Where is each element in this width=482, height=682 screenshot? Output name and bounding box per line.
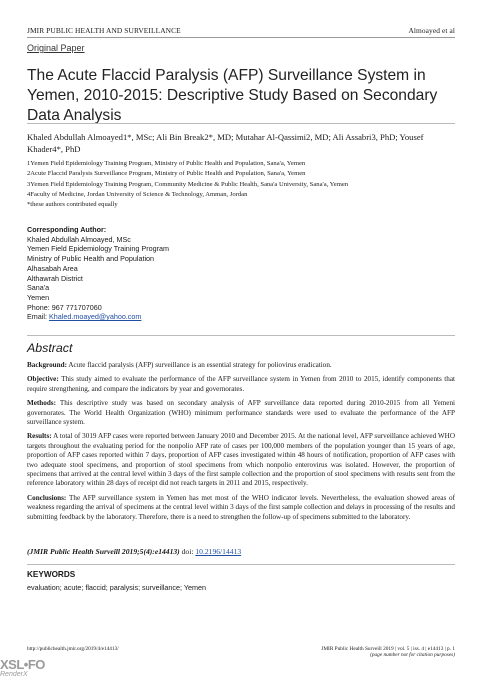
footer-url: http://publichealth.jmir.org/2019/4/e14413/	[27, 646, 119, 652]
logo-line: XSL•FO	[0, 657, 45, 672]
correspondence-line: Althawrah District	[27, 273, 83, 283]
keywords-heading: KEYWORDS	[27, 570, 76, 579]
correspondence-line: Yemen Field Epidemiology Training Program	[27, 244, 169, 254]
correspondence-line: Yemen	[27, 292, 50, 302]
author-list-text: Khaled Abdullah Almoayed1*, MSc; Ali Bin Break2*, MD; Mutahar Al-Qassimi2, MD; Ali Assabri3, PhD; Yousef Khader4*, PhD	[27, 132, 424, 154]
affiliation-item: *these authors contributed equally	[27, 201, 118, 209]
correspondence-line: Ministry of Public Health and Population	[27, 254, 155, 264]
abstract-section-text: Acute flaccid paralysis (AFP) surveillance is an essential strategy for poliovirus eradication.	[68, 361, 332, 369]
abstract-section-label: Methods:	[27, 399, 56, 408]
divider	[27, 123, 455, 124]
abstract-section-label: Conclusions:	[27, 493, 67, 502]
paper-title: The Acute Flaccid Paralysis (AFP) Surveillance System in Yemen, 2010-2015: Descriptive Study Based on Secondary Data Analysis	[27, 67, 438, 124]
journal-name: JMIR PUBLIC HEALTH AND SURVEILLANCE	[27, 26, 181, 35]
abstract-section-text: The AFP surveillance system in Yemen has met most of the WHO indicator levels. Nevertheless, the evaluation showed areas of weakness regarding the arrival of specimens at the central level within 3 days of the first sample collection and delays in processing of the results and submitting feedback by the laboratory. Therefore, there is a need to strengthen the follow-up of specimens submitted to the laboratory.	[27, 493, 456, 521]
email-line	[27, 312, 457, 322]
citation	[27, 547, 455, 556]
section-label: Original Paper	[27, 43, 85, 53]
email-link[interactable]: Khaled.moayed@yahoo.com	[48, 312, 142, 322]
affiliations	[27, 159, 457, 210]
abstract-background	[27, 361, 455, 370]
abstract-section-text: This study aimed to evaluate the performance of the AFP surveillance system in Yemen from 2010 to 2015, identify components that require strengthening, and compare the indicators by year and governorates.	[27, 375, 455, 393]
abstract-heading: Abstract	[27, 341, 73, 355]
footer-note: (page number not for citation purposes)	[370, 652, 455, 658]
abstract-objective	[27, 375, 455, 394]
abstract-section-label: Objective:	[27, 375, 59, 384]
running-header	[27, 26, 455, 38]
email-label: Email:	[27, 312, 47, 322]
xslfo-logo	[0, 658, 45, 679]
abstract-results	[27, 432, 455, 488]
affiliation-item: 2Acute Flaccid Paralysis Surveillance Program, Ministry of Public Health and Population, Sana'a, Yemen	[27, 170, 306, 178]
doi-label: doi:	[181, 547, 194, 556]
abstract-section-label: Background:	[27, 361, 67, 369]
doi-link[interactable]: 10.2196/14413	[195, 547, 242, 556]
affiliation-item: 1Yemen Field Epidemiology Training Program, Ministry of Public Health and Population, Sana'a, Yemen	[27, 160, 306, 167]
footer-issue: JMIR Public Health Surveill 2019 | vol. 5 | iss. 4 | e14413 | p. 1	[321, 646, 455, 652]
correspondence-line: Alhasabah Area	[27, 263, 78, 273]
logo-line: RenderX	[0, 671, 28, 678]
affiliation-item: 4Faculty of Medicine, Jordan University of Science & Technology, Amman, Jordan	[27, 190, 248, 198]
running-author: Almoayed et al	[408, 26, 455, 35]
abstract-body	[27, 361, 455, 527]
abstract-section-text: A total of 3019 AFP cases were reported between January 2010 and December 2015. At the national level, AFP surveillance achieved WHO targets throughout the evaluating period for the nonpolio AFP rate of cases per 100,000 members of the population younger than 15 years of age, proportion of AFP cases reported within 7 days, proportion of AFP cases investigated within 48 hours of notification, proportion of AFP cases with two adequate stool specimens, and proportion of stool specimens from which nonpolio enterovirus was isolated. However, the proportion of specimens that arrived at the central level within 3 days of the first sample collection and the proportion of stool specimens with results sent from the reference laboratory within 28 days of receipt did not reach targets in 2011 and 2015, respectively.	[27, 432, 455, 488]
author-list	[27, 131, 457, 155]
corresponding-author	[27, 225, 457, 322]
corresponding-author-label: Corresponding Author:	[27, 225, 107, 234]
abstract-methods	[27, 399, 455, 427]
abstract-section-label: Results:	[27, 432, 52, 441]
page-footer	[27, 646, 455, 658]
footer-right	[321, 646, 455, 658]
correspondence-line: Khaled Abdullah Almoayed, MSc	[27, 234, 131, 244]
citation-text: (JMIR Public Health Surveill 2019;5(4):e14413)	[27, 547, 180, 556]
affiliation-item: 3Yemen Field Epidemiology Training Program, Community Medicine & Public Health, Sana'a University, Sana'a, Yemen	[27, 180, 349, 188]
abstract-conclusions	[27, 494, 455, 522]
divider	[27, 335, 455, 336]
keywords-text: evaluation; acute; flaccid; paralysis; surveillance; Yemen	[27, 583, 206, 592]
correspondence-line: Sana'a	[27, 283, 50, 293]
abstract-section-text: This descriptive study was based on secondary analysis of AFP surveillance data reported during 2010-2015 from all Yemeni governorates. The World Health Organization (WHO) minimum performance standards were used to evaluate the performance of the AFP surveillance system.	[27, 399, 456, 427]
correspondence-line: Phone: 967 771707060	[27, 302, 102, 312]
divider	[27, 564, 455, 565]
